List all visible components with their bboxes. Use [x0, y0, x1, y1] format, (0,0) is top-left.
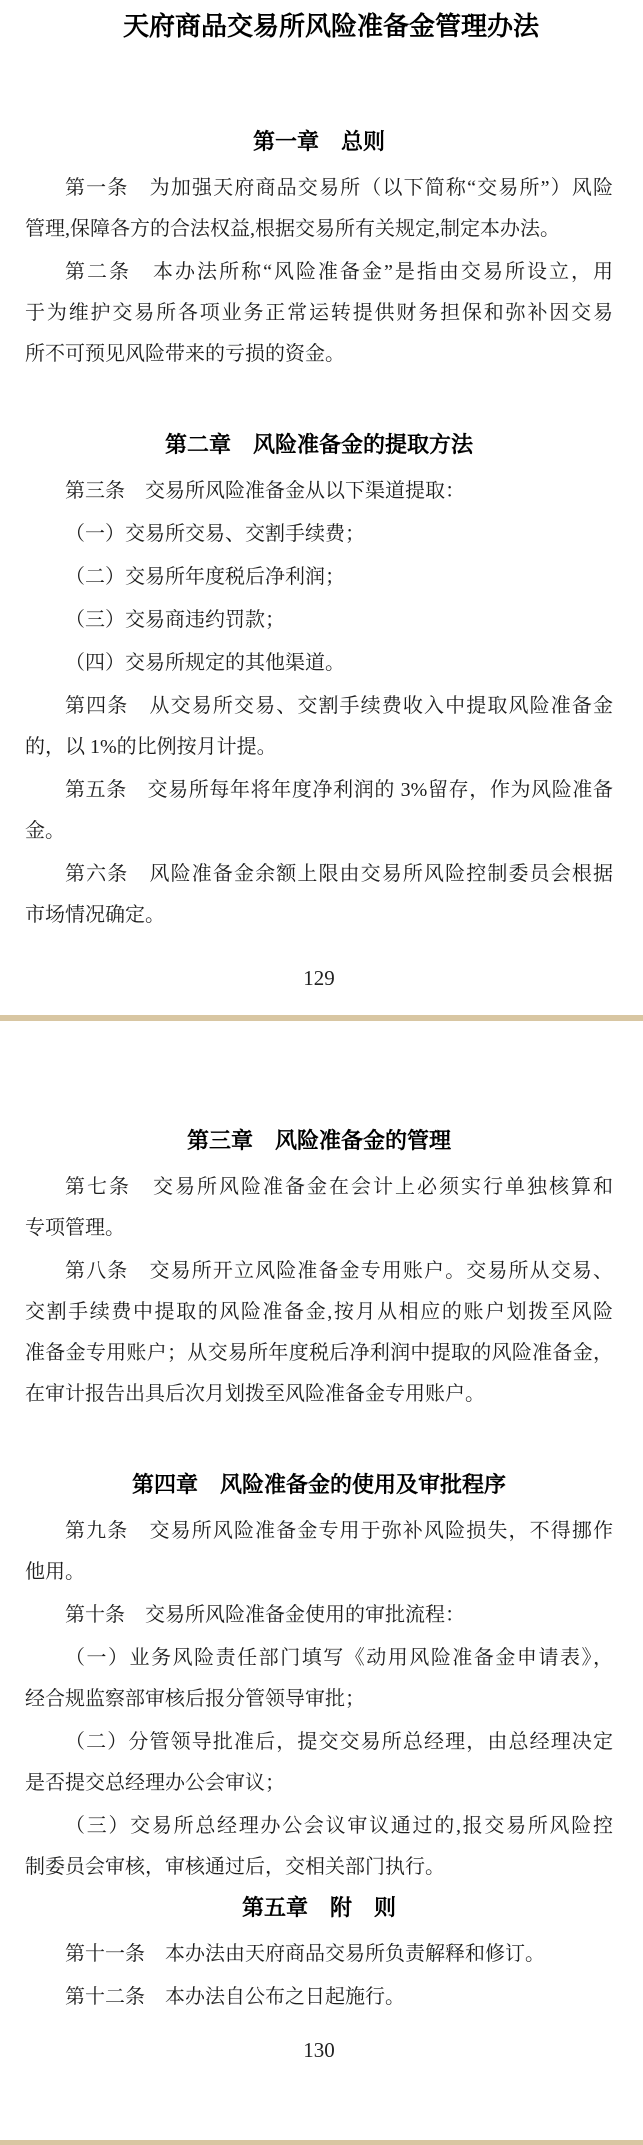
paragraph [25, 686, 613, 768]
text-line: 是否提交总经理办公会审议； [25, 1772, 285, 1794]
page-1 [0, 0, 643, 1015]
paragraph [25, 854, 613, 936]
page-2 [0, 1021, 643, 2140]
paragraph [25, 1722, 613, 1804]
paragraph [25, 1511, 613, 1593]
paragraph [25, 514, 613, 555]
text-line: 准备金专用账户；从交易所年度税后净利润中提取的风险准备金， [25, 1342, 613, 1364]
text-line: （一）业务风险责任部门填写《动用风险准备金申请表》， [65, 1647, 613, 1669]
text-line: 第一条 为加强天府商品交易所（以下简称“交易所”）风险 [65, 177, 613, 199]
page-number: 129 [303, 966, 335, 990]
paragraph [25, 600, 613, 641]
text-line: 第十一条 本办法由天府商品交易所负责解释和修订。 [65, 1943, 545, 1965]
paragraph [25, 1167, 613, 1249]
page-number: 130 [303, 2038, 335, 2062]
text-line: 第八条 交易所开立风险准备金专用账户。交易所从交易、 [65, 1260, 613, 1282]
text-line: （二）分管领导批准后，提交交易所总经理，由总经理决定 [65, 1731, 613, 1753]
document-title: 天府商品交易所风险准备金管理办法 [122, 11, 539, 41]
text-line: 制委员会审核，审核通过后，交相关部门执行。 [25, 1856, 445, 1878]
text-line: 第五条 交易所每年将年度净利润的 3%留存，作为风险准备 [65, 779, 613, 801]
paragraph [25, 1595, 613, 1636]
text-line: 经合规监察部审核后报分管领导审批； [25, 1688, 365, 1710]
paragraph [25, 1934, 613, 1975]
chapter-heading: 第一章 总则 [252, 129, 385, 154]
paragraph [25, 643, 613, 684]
text-line: （四）交易所规定的其他渠道。 [65, 652, 345, 674]
text-line: 专项管理。 [25, 1217, 125, 1239]
text-line: （二）交易所年度税后净利润； [65, 566, 345, 588]
text-line: （三）交易所总经理办公会议审议通过的,报交易所风险控 [65, 1815, 613, 1837]
text-line: 第二条 本办法所称“风险准备金”是指由交易所设立，用 [65, 261, 613, 283]
text-line: 他用。 [25, 1561, 85, 1583]
chapter-heading: 第五章 附 则 [241, 1895, 396, 1920]
paragraph [25, 557, 613, 598]
text-line: 管理,保障各方的合法权益,根据交易所有关规定,制定本办法。 [25, 218, 560, 240]
text-line: 第十二条 本办法自公布之日起施行。 [65, 1986, 405, 2008]
paragraph [25, 1638, 613, 1720]
text-line: 第十条 交易所风险准备金使用的审批流程： [65, 1604, 465, 1626]
text-line: 交割手续费中提取的风险准备金,按月从相应的账户划拨至风险 [25, 1301, 613, 1323]
text-line: 第三条 交易所风险准备金从以下渠道提取： [65, 480, 465, 502]
text-line: 于为维护交易所各项业务正常运转提供财务担保和弥补因交易 [25, 302, 613, 324]
text-line: （三）交易商违约罚款； [65, 609, 285, 631]
text-line: 第四条 从交易所交易、交割手续费收入中提取风险准备金 [65, 695, 613, 717]
text-line: 所不可预见风险带来的亏损的资金。 [25, 343, 345, 365]
page-divider-bottom [0, 2140, 643, 2145]
paragraph [25, 1977, 613, 2018]
chapter-heading: 第三章 风险准备金的管理 [186, 1128, 451, 1153]
text-line: 市场情况确定。 [25, 904, 165, 926]
chapter-heading: 第二章 风险准备金的提取方法 [164, 432, 473, 457]
paragraph [25, 1806, 613, 1888]
paragraph [25, 252, 613, 375]
text-line: 在审计报告出具后次月划拨至风险准备金专用账户。 [25, 1383, 485, 1405]
paragraph [25, 168, 613, 250]
text-line: 第六条 风险准备金余额上限由交易所风险控制委员会根据 [65, 863, 613, 885]
paragraph [25, 471, 613, 512]
text-line: 的，以 1%的比例按月计提。 [25, 736, 277, 758]
text-line: 第七条 交易所风险准备金在会计上必须实行单独核算和 [65, 1176, 613, 1198]
paragraph [25, 1251, 613, 1415]
chapter-heading: 第四章 风险准备金的使用及审批程序 [131, 1472, 506, 1497]
text-line: （一）交易所交易、交割手续费； [65, 523, 365, 545]
text-line: 金。 [25, 820, 65, 842]
text-line: 第九条 交易所风险准备金专用于弥补风险损失，不得挪作 [65, 1520, 613, 1542]
paragraph [25, 770, 613, 852]
